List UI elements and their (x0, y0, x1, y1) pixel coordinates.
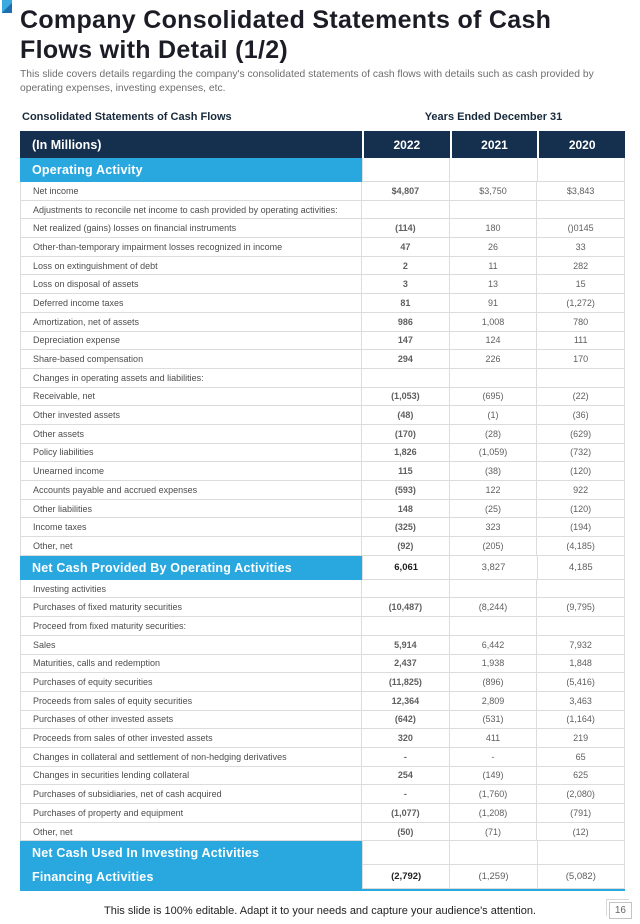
cell-2022 (362, 201, 450, 220)
cell-2021: 2,809 (450, 692, 538, 711)
table-body (20, 158, 625, 889)
cell-2022: 81 (362, 294, 450, 313)
cell-2022 (362, 841, 450, 865)
table-row (20, 294, 625, 313)
table-row (20, 462, 625, 481)
cell-2022: 320 (362, 729, 450, 748)
row-label: Accounts payable and accrued expenses (20, 481, 362, 500)
cell-2022: 2 (362, 257, 450, 276)
cell-2020: 219 (537, 729, 625, 748)
row-label: Net realized (gains) losses on financial instruments (20, 219, 362, 238)
cell-2022: 147 (362, 332, 450, 351)
cell-2022: - (362, 748, 450, 767)
row-label: Purchases of property and equipment (20, 804, 362, 823)
cell-2020: (4,185) (537, 537, 625, 556)
cell-2021: 1,008 (450, 313, 538, 332)
cell-2021: (149) (450, 767, 538, 786)
page-title: Company Consolidated Statements of Cash Flows with Detail (1/2) (20, 6, 552, 64)
row-label: Proceeds from sales of equity securities (20, 692, 362, 711)
cell-2022 (362, 158, 450, 182)
cell-2022 (362, 580, 450, 599)
cell-2021 (450, 841, 537, 865)
cell-2022: (593) (362, 481, 450, 500)
table-caption-left: Consolidated Statements of Cash Flows (22, 111, 232, 123)
cell-2021: (695) (450, 388, 538, 407)
cell-2021: - (450, 748, 538, 767)
page-number: 16 (609, 902, 632, 919)
cell-2020: 625 (537, 767, 625, 786)
row-label: Other, net (20, 823, 362, 842)
cell-2021: (28) (450, 425, 538, 444)
cell-2021: (1,259) (450, 865, 537, 889)
row-label: Changes in collateral and settlement of non-hedging derivatives (20, 748, 362, 767)
table-caption-years: Years Ended December 31 (424, 111, 563, 123)
table-row (20, 332, 625, 351)
cell-2021: 1,938 (450, 655, 538, 674)
year-header-2020: 2020 (537, 131, 625, 158)
cell-2021: 11 (450, 257, 538, 276)
cell-2020: (12) (537, 823, 625, 842)
table-row (20, 636, 625, 655)
cell-2021: 411 (450, 729, 538, 748)
cell-2021: 323 (450, 518, 538, 537)
row-label: Proceeds from sales of other invested assets (20, 729, 362, 748)
section-row (20, 556, 625, 580)
table-row (20, 673, 625, 692)
cell-2020 (537, 617, 625, 636)
row-label: Changes in securities lending collateral (20, 767, 362, 786)
cell-2020: 111 (537, 332, 625, 351)
table-row (20, 748, 625, 767)
table-row (20, 219, 625, 238)
row-label: Other, net (20, 537, 362, 556)
cell-2021: (1,760) (450, 785, 538, 804)
table-row (20, 481, 625, 500)
cell-2020: $3,843 (537, 182, 625, 201)
cell-2022: 148 (362, 500, 450, 519)
cell-2022: 115 (362, 462, 450, 481)
cell-2020: 33 (537, 238, 625, 257)
row-label: Loss on extinguishment of debt (20, 257, 362, 276)
cell-2022: 5,914 (362, 636, 450, 655)
table-row (20, 425, 625, 444)
cell-2022: (642) (362, 711, 450, 730)
row-label: Purchases of fixed maturity securities (20, 598, 362, 617)
cell-2020: (120) (537, 500, 625, 519)
cell-2022: (11,825) (362, 673, 450, 692)
cell-2020: 4,185 (538, 556, 625, 580)
row-label: Purchases of subsidiaries, net of cash acquired (20, 785, 362, 804)
cell-2021: (38) (450, 462, 538, 481)
table-row (20, 406, 625, 425)
row-label: Receivable, net (20, 388, 362, 407)
cell-2022: 986 (362, 313, 450, 332)
cell-2020: 170 (537, 350, 625, 369)
table-row (20, 313, 625, 332)
cell-2020: (1,164) (537, 711, 625, 730)
table-row (20, 580, 625, 599)
table-row (20, 729, 625, 748)
cell-2021: (71) (450, 823, 538, 842)
cell-2021: (205) (450, 537, 538, 556)
cell-2020: 922 (537, 481, 625, 500)
header-in-millions: (In Millions) (32, 137, 102, 152)
table-row (20, 388, 625, 407)
slide-subtitle: This slide covers details regarding the company's consolidated statements of cash flows with details such as cash provided by operating expenses, investing expenses, etc. (20, 69, 594, 95)
cell-2022 (362, 369, 450, 388)
cell-2022: (1,077) (362, 804, 450, 823)
table-row (20, 804, 625, 823)
cell-2021: (531) (450, 711, 538, 730)
cell-2022: (2,792) (362, 865, 450, 889)
cell-2021: 91 (450, 294, 538, 313)
cash-flow-table (20, 131, 625, 891)
cell-2021: 180 (450, 219, 538, 238)
cell-2020: (1,272) (537, 294, 625, 313)
slide-corner-icon (2, 0, 12, 13)
table-row (20, 655, 625, 674)
table-row (20, 444, 625, 463)
table-row (20, 823, 625, 842)
cell-2022: (10,487) (362, 598, 450, 617)
row-label: Maturities, calls and redemption (20, 655, 362, 674)
cell-2021 (450, 158, 537, 182)
table-row (20, 617, 625, 636)
table-row (20, 767, 625, 786)
table-header-row (20, 131, 625, 158)
cell-2021: 6,442 (450, 636, 538, 655)
cell-2020: (629) (537, 425, 625, 444)
row-label: Purchases of equity securities (20, 673, 362, 692)
row-label: Other liabilities (20, 500, 362, 519)
section-row (20, 865, 625, 889)
cell-2020: (36) (537, 406, 625, 425)
cell-2022: 12,364 (362, 692, 450, 711)
cell-2021: (8,244) (450, 598, 538, 617)
cell-2020: 7,932 (537, 636, 625, 655)
cell-2022: 6,061 (362, 556, 450, 580)
row-label: Net Cash Used In Investing Activities (20, 841, 362, 865)
row-label: Changes in operating assets and liabilities: (20, 369, 362, 388)
cell-2020: (120) (537, 462, 625, 481)
row-label: Loss on disposal of assets (20, 275, 362, 294)
table-row (20, 350, 625, 369)
cell-2021: 13 (450, 275, 538, 294)
table-row (20, 518, 625, 537)
cell-2021: $3,750 (450, 182, 538, 201)
table-row (20, 201, 625, 220)
table-captions (20, 111, 625, 123)
cell-2020: 1,848 (537, 655, 625, 674)
cell-2022: (50) (362, 823, 450, 842)
cell-2022: (114) (362, 219, 450, 238)
cell-2020: ()0145 (537, 219, 625, 238)
cell-2022: (325) (362, 518, 450, 537)
row-label: Amortization, net of assets (20, 313, 362, 332)
cell-2022: (170) (362, 425, 450, 444)
cell-2020: (2,080) (537, 785, 625, 804)
cell-2021: (896) (450, 673, 538, 692)
cell-2020: (194) (537, 518, 625, 537)
cell-2021: 122 (450, 481, 538, 500)
cell-2020: 780 (537, 313, 625, 332)
row-label: Sales (20, 636, 362, 655)
table-row (20, 369, 625, 388)
row-label: Net income (20, 182, 362, 201)
cell-2020 (538, 158, 625, 182)
row-label: Deferred income taxes (20, 294, 362, 313)
cell-2021: (1) (450, 406, 538, 425)
row-label: Policy liabilities (20, 444, 362, 463)
row-label: Operating Activity (20, 158, 362, 182)
cell-2022 (362, 617, 450, 636)
table-row (20, 275, 625, 294)
cell-2021: (1,059) (450, 444, 538, 463)
row-label: Adjustments to reconcile net income to cash provided by operating activities: (20, 201, 362, 220)
cell-2020: (5,082) (538, 865, 625, 889)
table-row (20, 238, 625, 257)
table-row (20, 182, 625, 201)
cell-2022: $4,807 (362, 182, 450, 201)
cell-2020: 282 (537, 257, 625, 276)
table-row (20, 711, 625, 730)
cell-2022: (1,053) (362, 388, 450, 407)
cell-2020: 65 (537, 748, 625, 767)
cell-2020: 3,463 (537, 692, 625, 711)
row-label: Investing activities (20, 580, 362, 599)
table-row (20, 785, 625, 804)
row-label: Unearned income (20, 462, 362, 481)
cell-2021 (450, 580, 538, 599)
table-row (20, 257, 625, 276)
cell-2021: 226 (450, 350, 538, 369)
cell-2022: (48) (362, 406, 450, 425)
cell-2020: (5,416) (537, 673, 625, 692)
row-label: Financing Activities (20, 865, 362, 889)
table-row (20, 500, 625, 519)
year-header-2022: 2022 (362, 131, 450, 158)
table-row (20, 598, 625, 617)
cell-2021: (25) (450, 500, 538, 519)
cell-2020 (538, 841, 625, 865)
cell-2020 (537, 201, 625, 220)
cell-2020: 15 (537, 275, 625, 294)
cell-2022: - (362, 785, 450, 804)
cell-2020 (537, 580, 625, 599)
footer-note: This slide is 100% editable. Adapt it to your needs and capture your audience's attention. (104, 905, 536, 917)
row-label: Net Cash Provided By Operating Activities (20, 556, 362, 580)
cell-2020: (9,795) (537, 598, 625, 617)
cell-2022: (92) (362, 537, 450, 556)
table-row (20, 692, 625, 711)
cell-2021: 26 (450, 238, 538, 257)
row-label: Other invested assets (20, 406, 362, 425)
cell-2021: (1,208) (450, 804, 538, 823)
row-label: Depreciation expense (20, 332, 362, 351)
row-label: Purchases of other invested assets (20, 711, 362, 730)
table-row (20, 537, 625, 556)
row-label: Other assets (20, 425, 362, 444)
year-header-2021: 2021 (450, 131, 538, 158)
cell-2020 (537, 369, 625, 388)
cell-2021 (450, 369, 538, 388)
cell-2022: 254 (362, 767, 450, 786)
section-row (20, 841, 625, 865)
cell-2020: (791) (537, 804, 625, 823)
row-label: Proceed from fixed maturity securities: (20, 617, 362, 636)
cell-2022: 2,437 (362, 655, 450, 674)
cell-2021 (450, 201, 538, 220)
cell-2022: 3 (362, 275, 450, 294)
row-label: Other-than-temporary impairment losses recognized in income (20, 238, 362, 257)
cell-2022: 1,826 (362, 444, 450, 463)
row-label: Share-based compensation (20, 350, 362, 369)
section-row (20, 158, 625, 182)
cell-2020: (732) (537, 444, 625, 463)
row-label: Income taxes (20, 518, 362, 537)
cell-2021: 3,827 (450, 556, 537, 580)
cell-2022: 47 (362, 238, 450, 257)
cell-2022: 294 (362, 350, 450, 369)
cell-2020: (22) (537, 388, 625, 407)
cell-2021 (450, 617, 538, 636)
cell-2021: 124 (450, 332, 538, 351)
